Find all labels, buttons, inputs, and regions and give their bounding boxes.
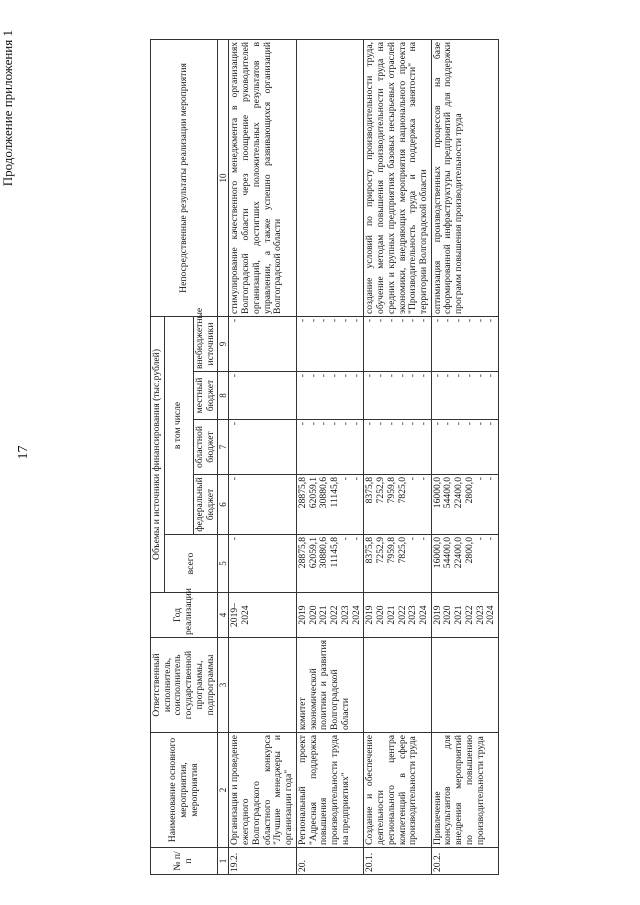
total-list bbox=[431, 535, 498, 593]
local-list-value: - bbox=[407, 374, 419, 378]
total-list-value: 8375,8 bbox=[364, 537, 376, 564]
extrabudget-list-value: - bbox=[307, 318, 319, 323]
local-list-value: - bbox=[229, 374, 241, 378]
extrabudget-list-value: - bbox=[339, 318, 351, 323]
federal-list-value: 8375,8 bbox=[364, 477, 376, 504]
extrabudget-list-value: - bbox=[329, 318, 341, 323]
header-results: Непосредственные результаты реализации мероприятия bbox=[151, 39, 218, 316]
column-number: 5 bbox=[218, 535, 229, 593]
regional-list-value: - bbox=[318, 422, 330, 426]
extrabudget-list bbox=[296, 316, 363, 371]
table-row bbox=[296, 39, 363, 874]
local-list-value: - bbox=[442, 374, 454, 378]
total-list-value: 54400,0 bbox=[442, 537, 454, 569]
federal-list-value: - bbox=[339, 477, 351, 481]
extrabudget-list-value: - bbox=[431, 318, 443, 323]
regional-list-value: - bbox=[396, 422, 408, 426]
header-num: № п/п bbox=[151, 848, 218, 875]
federal-list-value: 11145,8 bbox=[329, 477, 341, 508]
year-list-value: 2019 bbox=[431, 605, 443, 625]
federal-list-value: - bbox=[417, 477, 429, 481]
executor bbox=[364, 638, 431, 733]
column-number: 10 bbox=[218, 39, 229, 316]
federal-list-value: 28875,8 bbox=[296, 477, 308, 509]
extrabudget-list-value: - bbox=[396, 318, 408, 323]
local-list-value: - bbox=[431, 374, 443, 378]
total-list-value: 62059,1 bbox=[307, 537, 319, 569]
year-list-value: 2019–2024 bbox=[229, 603, 252, 627]
executor bbox=[229, 638, 296, 733]
year-list-value: 2022 bbox=[329, 605, 341, 625]
header-executor: Ответственный исполнитель, соисполнитель государственной программы, подпрограммы bbox=[151, 638, 218, 733]
local-list bbox=[296, 372, 363, 420]
extrabudget-list-value: - bbox=[318, 318, 330, 323]
total-list-value: 11145,8 bbox=[329, 537, 341, 568]
year-list-value: 2024 bbox=[417, 605, 429, 625]
federal-list-value: 54400,0 bbox=[442, 477, 454, 509]
extrabudget-list-value: - bbox=[453, 318, 465, 323]
result-text: стимулирование качественного менеджмента в организациях Волгоградской области через поощрение руководителей организаций, достигших положительных результатов в управлении, а также успешно развивающихся организаций Волгоградской области bbox=[229, 39, 296, 316]
regional-list-value: - bbox=[453, 422, 465, 426]
total-list-value: - bbox=[229, 537, 241, 541]
local-list-value: - bbox=[485, 374, 497, 378]
total-list bbox=[229, 535, 296, 593]
total-list-value: - bbox=[407, 537, 419, 541]
extrabudget-list-value: - bbox=[485, 318, 497, 323]
year-list-value: 2019 bbox=[364, 605, 376, 625]
column-number: 8 bbox=[218, 372, 229, 420]
total-list-value: 22400,0 bbox=[453, 537, 465, 569]
total-list-value: 7252,9 bbox=[375, 537, 387, 564]
federal-list-value: - bbox=[350, 477, 362, 481]
extrabudget-list bbox=[364, 316, 431, 371]
column-number: 4 bbox=[218, 593, 229, 638]
year-list-value: 2019 bbox=[296, 605, 308, 625]
table-row bbox=[229, 39, 296, 874]
extrabudget-list-value: - bbox=[229, 318, 241, 323]
header-extrabudget: внебюджетные источники bbox=[193, 316, 217, 371]
year-list-value: 2020 bbox=[307, 605, 319, 625]
regional-list-value: - bbox=[375, 422, 387, 426]
table-row bbox=[364, 39, 431, 874]
total-list-value: 28875,8 bbox=[296, 537, 308, 569]
federal-list bbox=[296, 475, 363, 535]
federal-list-value: 7825,0 bbox=[396, 477, 408, 504]
total-list-value: 7825,0 bbox=[396, 537, 408, 564]
local-list-value: - bbox=[453, 374, 465, 378]
local-list-value: - bbox=[296, 374, 308, 378]
regional-list bbox=[229, 420, 296, 475]
local-list-value: - bbox=[474, 374, 486, 378]
column-number: 7 bbox=[218, 420, 229, 475]
federal-list-value: 22400,0 bbox=[453, 477, 465, 509]
federal-list bbox=[229, 475, 296, 535]
year-list-value: 2023 bbox=[407, 605, 419, 625]
year-list-value: 2021 bbox=[453, 605, 465, 625]
local-list bbox=[364, 372, 431, 420]
measure-name: Организация и проведение ежегодного Волгоградского областного конкурса "Лучшие менеджеры и организации года" bbox=[229, 733, 296, 848]
extrabudget-list-value: - bbox=[463, 318, 475, 323]
measure-name: Создание и обеспечение деятельности регионального центра компетенций в сфере производительности труда bbox=[364, 733, 431, 848]
year-list bbox=[431, 593, 498, 638]
extrabudget-list-value: - bbox=[364, 318, 376, 323]
column-number: 1 bbox=[218, 848, 229, 875]
result-text bbox=[296, 39, 363, 316]
header-federal: федеральный бюджет bbox=[193, 475, 217, 535]
year-list-value: 2024 bbox=[350, 605, 362, 625]
result-text: создание условий по приросту производительности труда, обучение методам повышения производительности труда на средних и крупных предприятиях базовых несырьевых отраслей экономики, внедряющих мероприятия национального проекта "Производительность труда и поддержка занятости" на территории Волгоградской области bbox=[364, 39, 431, 316]
regional-list-value: - bbox=[350, 422, 362, 426]
row-number: 20.2. bbox=[431, 848, 498, 875]
federal-list-value: - bbox=[407, 477, 419, 481]
extrabudget-list-value: - bbox=[474, 318, 486, 323]
year-list-value: 2020 bbox=[442, 605, 454, 625]
program-table bbox=[150, 39, 499, 875]
total-list-value: - bbox=[474, 537, 486, 541]
federal-list-value: - bbox=[485, 477, 497, 481]
regional-list-value: - bbox=[474, 422, 486, 426]
year-list bbox=[296, 593, 363, 638]
regional-list-value: - bbox=[329, 422, 341, 426]
year-list bbox=[229, 593, 296, 638]
federal-list-value: 16000,0 bbox=[431, 477, 443, 509]
measure-name: Привлечение консультантов для внедрения мероприятий по повышению производительности труда bbox=[431, 733, 498, 848]
total-list-value: 7959,8 bbox=[385, 537, 397, 564]
federal-list-value: 7959,8 bbox=[385, 477, 397, 504]
federal-list-value: 2800,0 bbox=[463, 477, 475, 504]
federal-list-value: 62059,1 bbox=[307, 477, 319, 509]
local-list-value: - bbox=[339, 374, 351, 378]
total-list-value: 16000,0 bbox=[431, 537, 443, 569]
header-name: Наименование основного мероприятия, мероприятия bbox=[151, 733, 218, 848]
extrabudget-list-value: - bbox=[385, 318, 397, 323]
federal-list-value: - bbox=[474, 477, 486, 481]
local-list-value: - bbox=[364, 374, 376, 378]
extrabudget-list-value: - bbox=[417, 318, 429, 323]
measure-name: Региональный проект "Адресная поддержка повышения производительности труда на предприятиях" bbox=[296, 733, 363, 848]
year-list-value: 2023 bbox=[339, 605, 351, 625]
year-list-value: 2021 bbox=[385, 605, 397, 625]
total-list bbox=[364, 535, 431, 593]
regional-list bbox=[364, 420, 431, 475]
table-body bbox=[229, 39, 499, 874]
local-list-value: - bbox=[385, 374, 397, 378]
executor: комитет экономической политики и развития Волгоградской области bbox=[296, 638, 363, 733]
header-total: всего bbox=[164, 535, 218, 593]
regional-list-value: - bbox=[407, 422, 419, 426]
column-numbers-row bbox=[218, 39, 229, 874]
year-list-value: 2022 bbox=[463, 605, 475, 625]
total-list bbox=[296, 535, 363, 593]
extrabudget-list-value: - bbox=[350, 318, 362, 323]
column-number: 3 bbox=[218, 638, 229, 733]
header-year: Год реализации bbox=[151, 593, 218, 638]
year-list-value: 2020 bbox=[375, 605, 387, 625]
row-number: 19.2. bbox=[229, 848, 296, 875]
total-list-value: - bbox=[485, 537, 497, 541]
federal-list-value: 7252,9 bbox=[375, 477, 387, 504]
regional-list-value: - bbox=[431, 422, 443, 426]
row-number: 20. bbox=[296, 848, 363, 875]
year-list-value: 2023 bbox=[474, 605, 486, 625]
header-local: местный бюджет bbox=[193, 372, 217, 420]
column-number: 6 bbox=[218, 475, 229, 535]
regional-list-value: - bbox=[364, 422, 376, 426]
header-including: в том числе bbox=[164, 316, 193, 534]
regional-list-value: - bbox=[463, 422, 475, 426]
local-list bbox=[229, 372, 296, 420]
regional-list-value: - bbox=[339, 422, 351, 426]
regional-list-value: - bbox=[307, 422, 319, 426]
local-list-value: - bbox=[307, 374, 319, 378]
regional-list-value: - bbox=[485, 422, 497, 426]
regional-list-value: - bbox=[385, 422, 397, 426]
local-list-value: - bbox=[318, 374, 330, 378]
row-number: 20.1. bbox=[364, 848, 431, 875]
year-list bbox=[364, 593, 431, 638]
extrabudget-list-value: - bbox=[296, 318, 308, 323]
extrabudget-list bbox=[431, 316, 498, 371]
federal-list-value: 30880,6 bbox=[318, 477, 330, 509]
regional-list bbox=[431, 420, 498, 475]
extrabudget-list-value: - bbox=[407, 318, 419, 323]
local-list-value: - bbox=[417, 374, 429, 378]
total-list-value: - bbox=[417, 537, 429, 541]
header-funding: Объемы и источники финансирования (тыс.рублей) bbox=[151, 316, 165, 592]
extrabudget-list-value: - bbox=[375, 318, 387, 323]
header-regional: областной бюджет bbox=[193, 420, 217, 475]
extrabudget-list bbox=[229, 316, 296, 371]
local-list-value: - bbox=[329, 374, 341, 378]
federal-list bbox=[431, 475, 498, 535]
column-number: 2 bbox=[218, 733, 229, 848]
column-number: 9 bbox=[218, 316, 229, 371]
regional-list bbox=[296, 420, 363, 475]
table-row bbox=[431, 39, 498, 874]
regional-list-value: - bbox=[296, 422, 308, 426]
page-number: 17 bbox=[16, 445, 31, 460]
executor bbox=[431, 638, 498, 733]
federal-list-value: - bbox=[229, 477, 241, 481]
total-list-value: 2800,0 bbox=[463, 537, 475, 564]
local-list-value: - bbox=[463, 374, 475, 378]
regional-list-value: - bbox=[229, 422, 241, 426]
federal-list bbox=[364, 475, 431, 535]
extrabudget-list-value: - bbox=[442, 318, 454, 323]
regional-list-value: - bbox=[417, 422, 429, 426]
total-list-value: 30880,6 bbox=[318, 537, 330, 569]
local-list bbox=[431, 372, 498, 420]
year-list-value: 2022 bbox=[396, 605, 408, 625]
total-list-value: - bbox=[350, 537, 362, 541]
continuation-header: Продолжение приложения 1 bbox=[0, 30, 15, 187]
local-list-value: - bbox=[375, 374, 387, 378]
year-list-value: 2024 bbox=[485, 605, 497, 625]
local-list-value: - bbox=[396, 374, 408, 378]
total-list-value: - bbox=[339, 537, 351, 541]
result-text: оптимизация производственных процессов на базе сформированной инфраструктуры предприятий для поддержки программ повышения производительности труда bbox=[431, 39, 498, 316]
year-list-value: 2021 bbox=[318, 605, 330, 625]
local-list-value: - bbox=[350, 374, 362, 378]
regional-list-value: - bbox=[442, 422, 454, 426]
